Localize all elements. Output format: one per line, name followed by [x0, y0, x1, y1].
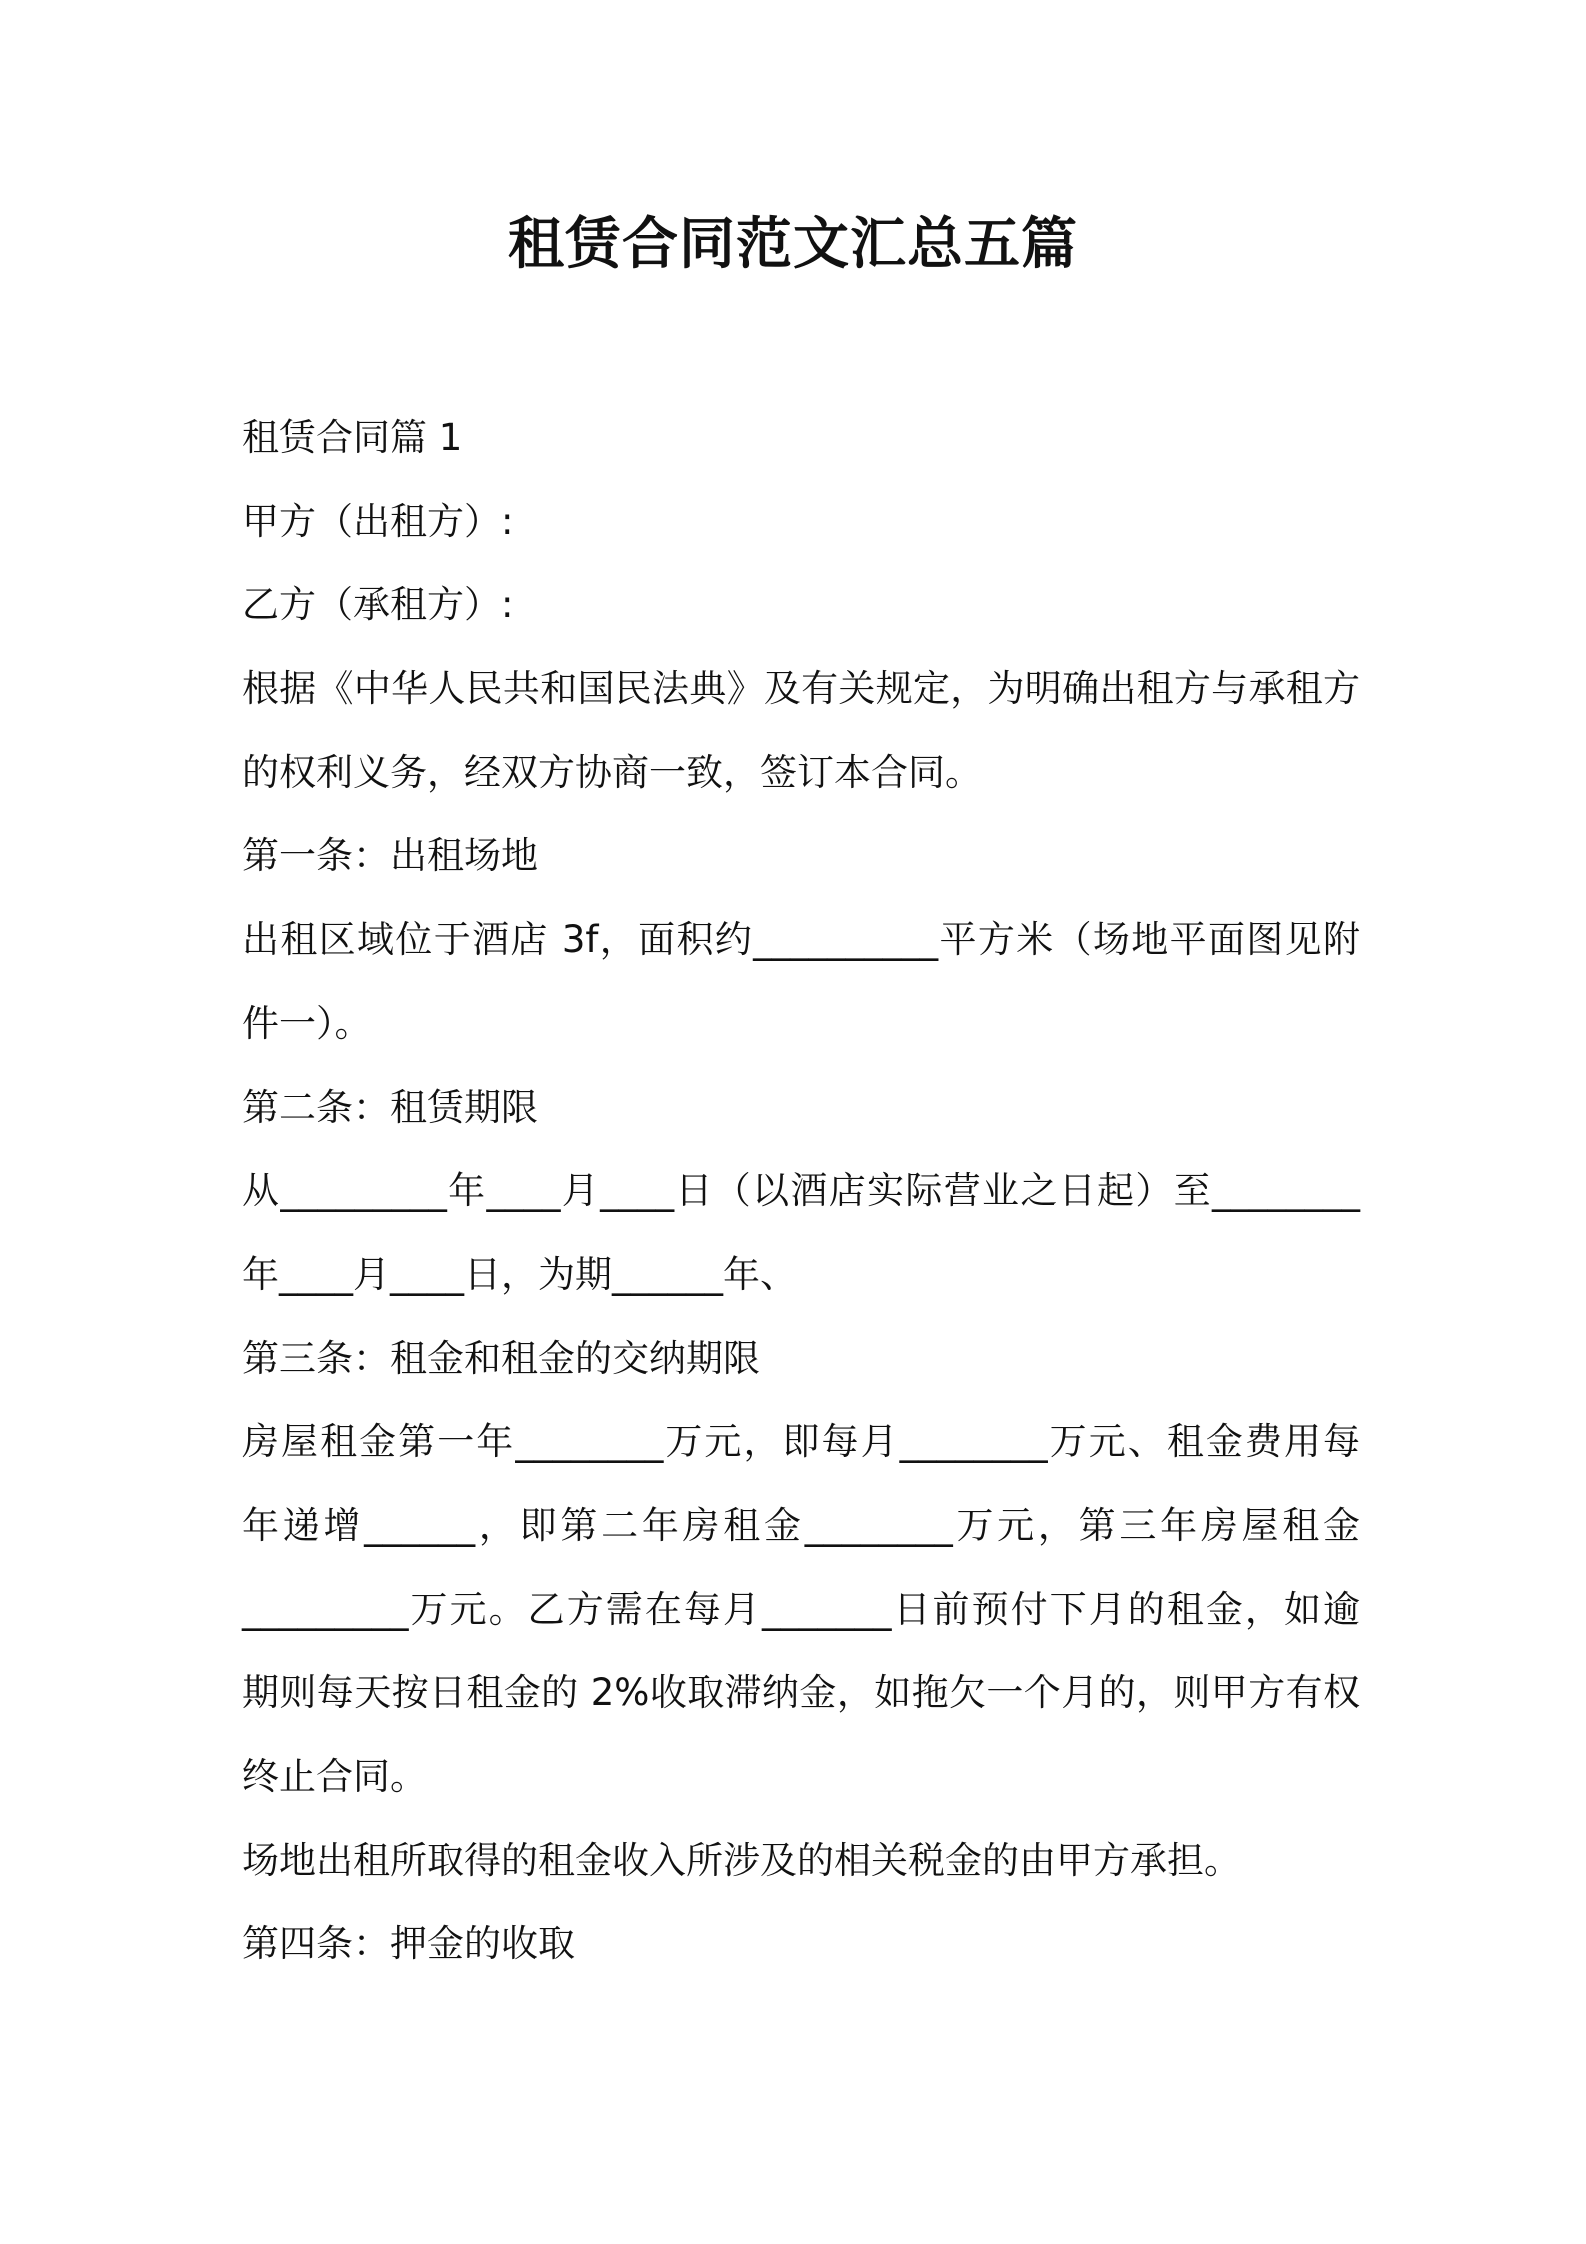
document-body: [242, 396, 1360, 1986]
article-2-heading: 第二条：租赁期限: [242, 1085, 538, 1129]
preamble-line-2: 的权利义务，经双方协商一致，签订本合同。: [242, 750, 982, 794]
article-3-line-2: 年递增______，即第二年房租金________万元，第三年房屋租金: [242, 1503, 1360, 1547]
article-3-tax-note: 场地出租所取得的租金收入所涉及的相关税金的由甲方承担。: [242, 1838, 1241, 1882]
article-3-line-4: 期则每天按日租金的 2%收取滞纳金，如拖欠一个月的，则甲方有权: [242, 1671, 1360, 1715]
article-2-line-1: 从_________年____月____日（以酒店实际营业之日起）至________: [242, 1169, 1360, 1213]
article-1-line-1: 出租区域位于酒店 3f，面积约__________平方米（场地平面图见附: [242, 918, 1360, 962]
section-heading-contract-1: 租赁合同篇 1: [242, 416, 463, 459]
article-2-line-2: 年____月____日，为期______年、: [242, 1252, 797, 1296]
document-title: 租赁合同范文汇总五篇: [508, 212, 1078, 277]
preamble-line-1: 根据《中华人民共和国民法典》及有关规定，为明确出租方与承租方: [242, 667, 1360, 711]
article-1-heading: 第一条：出租场地: [242, 834, 538, 878]
article-3-line-5: 终止合同。: [242, 1755, 427, 1798]
party-a-label: 甲方（出租方）:: [242, 499, 514, 543]
article-4-heading: 第四条：押金的收取: [242, 1922, 575, 1966]
article-3-heading: 第三条：租金和租金的交纳期限: [242, 1336, 760, 1380]
article-3-line-3: _________万元。乙方需在每月_______日前预付下月的租金，如逾: [242, 1587, 1360, 1631]
article-1-line-2: 件一）。: [242, 1001, 372, 1045]
article-3-line-1: 房屋租金第一年________万元，即每月________万元、租金费用每: [242, 1420, 1360, 1464]
party-b-label: 乙方（承租方）:: [242, 583, 514, 627]
